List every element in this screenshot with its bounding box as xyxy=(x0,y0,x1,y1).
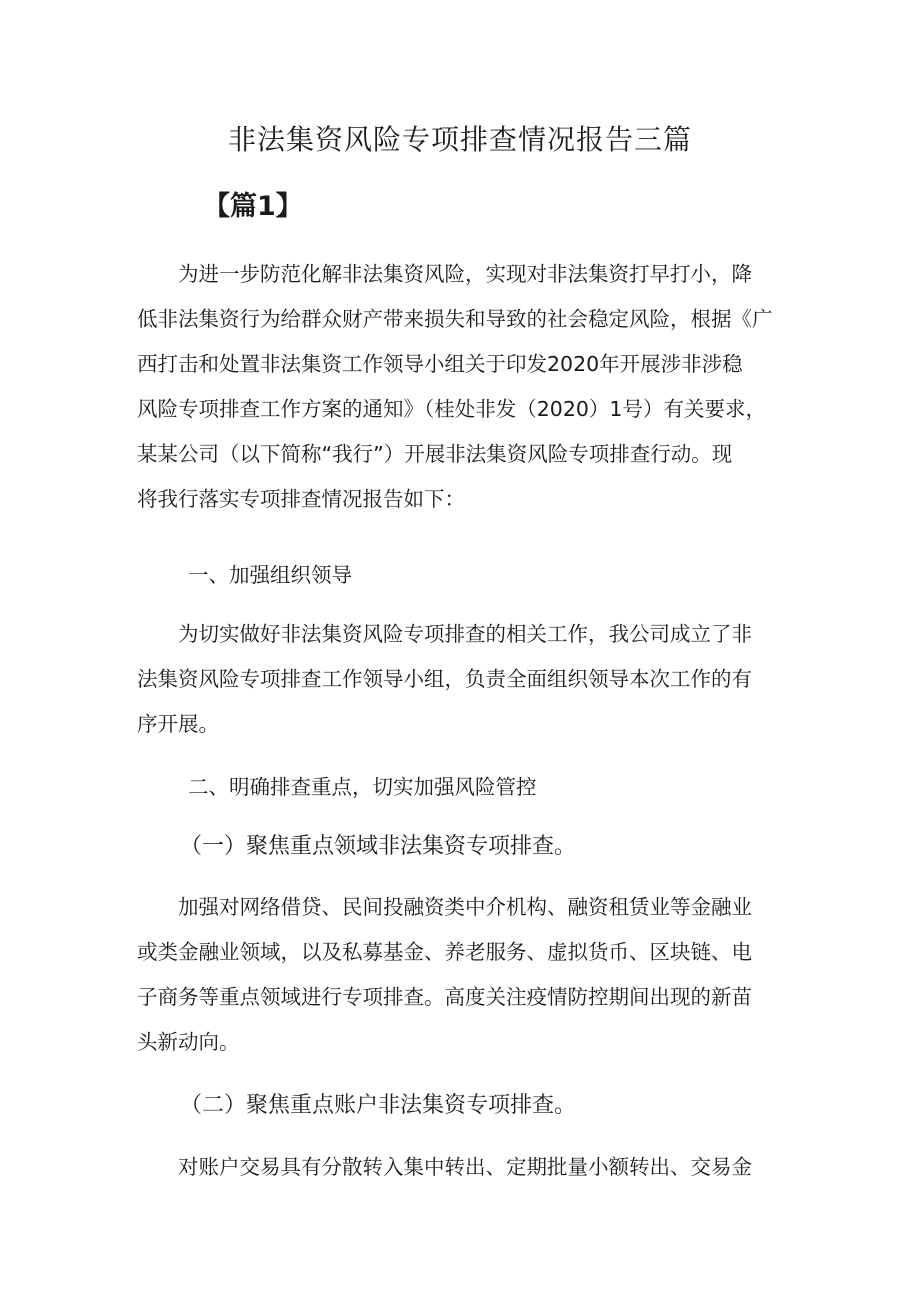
subsection1-paragraph xyxy=(137,885,797,1065)
paragraph-line: 将我行落实专项排查情况报告如下： xyxy=(137,487,465,511)
paragraph-line: 头新动向。 xyxy=(137,1030,240,1054)
paragraph-line: 法集资风险专项排查工作领导小组，负责全面组织领导本次工作的有 xyxy=(137,667,752,691)
paragraph-line: 低非法集资行为给群众财产带来损失和导致的社会稳定风险，根据《广 xyxy=(137,307,773,331)
subsection-heading: （二）聚焦重点账户非法集资专项排查。 xyxy=(180,1093,577,1118)
paragraph-line: 加强对网络借贷、民间投融资类中介机构、融资租赁业等金融业 xyxy=(178,895,752,919)
document-title: 非法集资风险专项排查情况报告三篇 xyxy=(227,123,692,156)
paragraph-line: 或类金融业领域，以及私募基金、养老服务、虚拟货币、区块链、电 xyxy=(137,940,752,964)
paragraph-line: 风险专项排查工作方案的通知》（桂处非发（2020）1号）有关要求， xyxy=(137,397,766,421)
section-heading: 一、加强组织领导 xyxy=(188,563,352,587)
subsection-heading: （一）聚焦重点领域非法集资专项排查。 xyxy=(180,834,577,859)
paragraph-line: 某某公司（以下简称“我行”）开展非法集资风险专项排查行动。现 xyxy=(137,442,733,466)
section1-paragraph xyxy=(137,612,797,747)
paragraph-line: 对账户交易具有分散转入集中转出、定期批量小额转出、交易金 xyxy=(178,1155,752,1179)
paragraph-line: 为进一步防范化解非法集资风险，实现对非法集资打早打小，降 xyxy=(178,262,752,286)
paragraph-line: 为切实做好非法集资风险专项排查的相关工作，我公司成立了非 xyxy=(178,622,752,646)
subsection2-paragraph xyxy=(137,1145,797,1190)
paragraph-line: 子商务等重点领域进行专项排查。高度关注疫情防控期间出现的新苗 xyxy=(137,985,752,1009)
paragraph-line: 西打击和处置非法集资工作领导小组关于印发2020年开展涉非涉稳 xyxy=(137,352,743,376)
part-label: 【篇1】 xyxy=(203,191,303,222)
paragraph-line: 序开展。 xyxy=(137,712,219,736)
intro-paragraph xyxy=(137,252,797,522)
section-heading: 二、明确排查重点，切实加强风险管控 xyxy=(188,775,537,799)
